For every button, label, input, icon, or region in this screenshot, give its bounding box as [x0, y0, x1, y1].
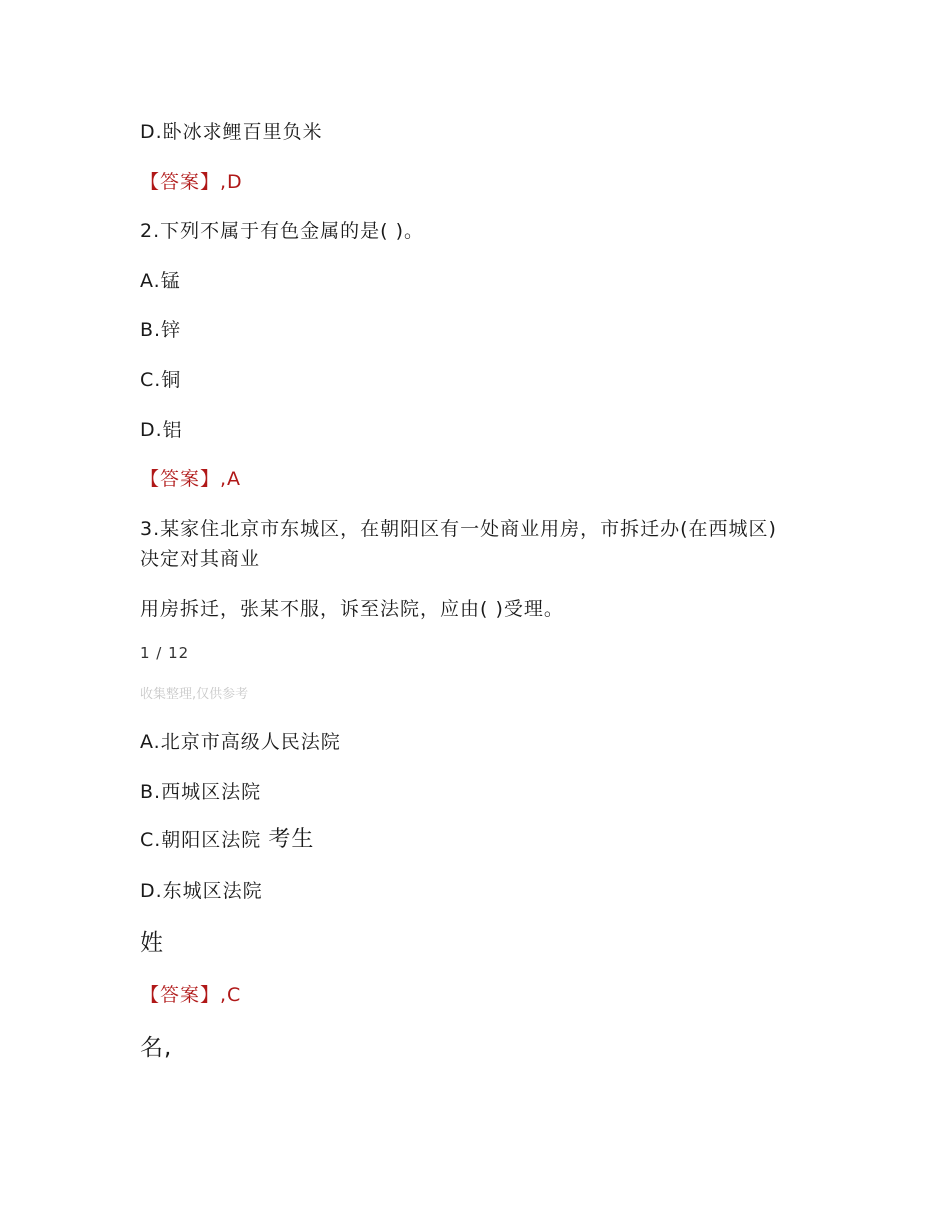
q2-option-b: B.锌: [140, 319, 182, 341]
q3-question-line-2: 决定对其商业: [140, 548, 261, 570]
q3-question-line-3: 用房拆迁，张某不服，诉至法院，应由( )受理。: [140, 598, 564, 620]
page-number: 1 / 12: [140, 644, 190, 662]
q1-answer: 【答案】,D: [140, 171, 243, 193]
q2-question: 2.下列不属于有色金属的是( )。: [140, 220, 424, 242]
q3-answer: 【答案】,C: [140, 984, 242, 1006]
q3-option-a: A.北京市高级人民法院: [140, 731, 341, 753]
stray-char-name: 名,: [140, 1035, 173, 1061]
q3-option-c-extra: 考生: [268, 827, 315, 852]
q3-option-c-row: [140, 828, 314, 852]
q2-answer: 【答案】,A: [140, 468, 242, 490]
q2-option-c: C.铜: [140, 369, 182, 391]
q3-option-c: C.朝阳区法院: [140, 829, 262, 851]
stray-char-surname: 姓: [140, 930, 164, 956]
q3-option-b: B.西城区法院: [140, 781, 262, 803]
q3-option-d: D.东城区法院: [140, 880, 263, 902]
q2-option-d: D.铝: [140, 419, 183, 441]
q3-question-line-1: 3.某家住北京市东城区，在朝阳区有一处商业用房，市拆迁办(在西城区): [140, 518, 777, 540]
q1-option-d: D.卧冰求鲤百里负米: [140, 121, 323, 143]
watermark-text: 收集整理,仅供参考: [140, 687, 249, 702]
q2-option-a: A.锰: [140, 270, 181, 292]
